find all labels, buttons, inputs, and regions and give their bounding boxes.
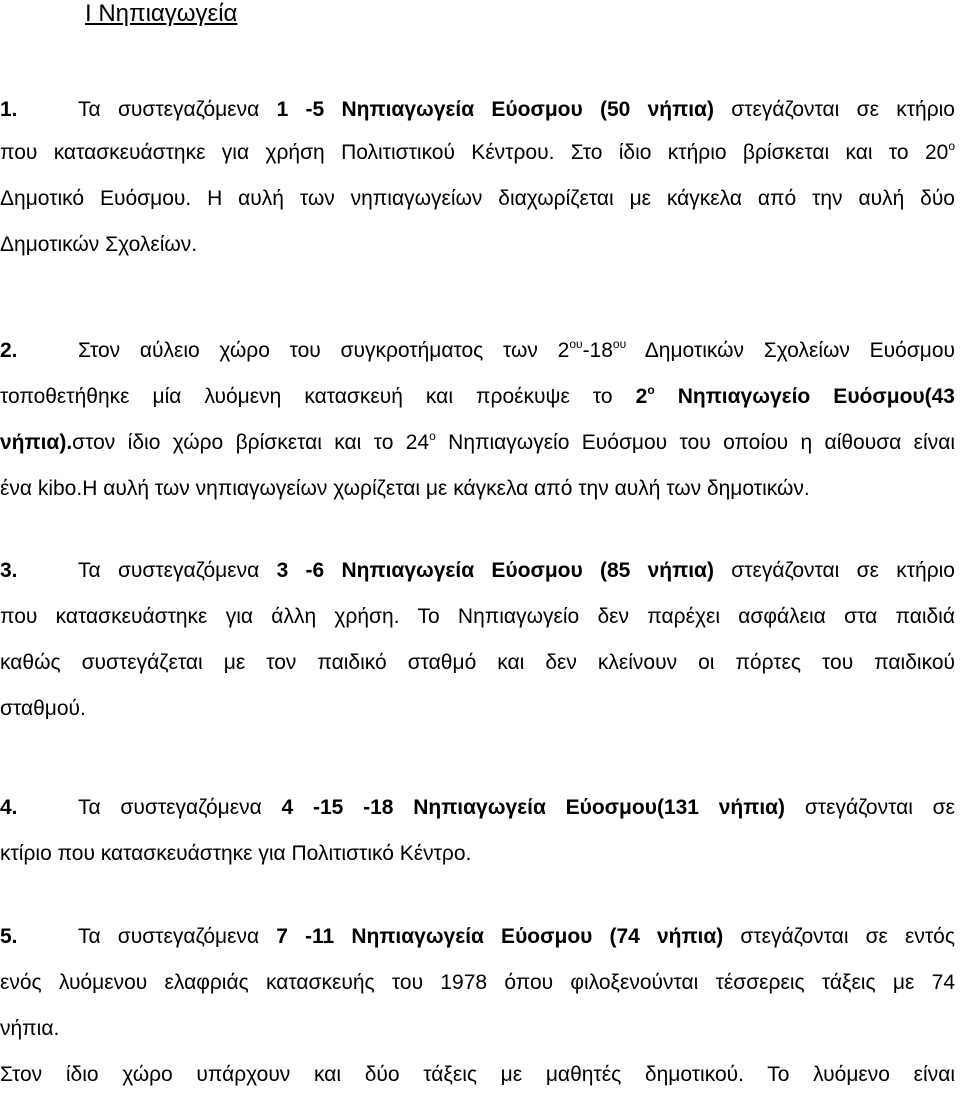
item-1-line-3: Δημοτικό Ευόσμου. Η αυλή των νηπιαγωγείων διαχωρίζεται με κάγκελα από την αυλή δύο: [0, 187, 955, 210]
item-2-text-a: Στον αύλειο χώρο του συγκροτήματος των 2: [78, 339, 570, 362]
item-4-sep-1: [293, 796, 313, 819]
item-2-text-b: -18: [582, 339, 613, 362]
item-1-sep-1: [288, 98, 305, 121]
item-2-line-3-sup: ο: [429, 429, 436, 443]
item-2-line-2: [0, 374, 955, 420]
item-3-text-a: Τα συστεγαζόμενα: [78, 559, 277, 582]
item-5-line-2: ενός λυόμενου ελαφριάς κατασκευής του 1978 όπου φιλοξενούνται τέσσερεις τάξεις με 74: [0, 971, 955, 994]
item-5-text-c: στεγάζονται σε εντός: [723, 925, 955, 948]
item-1-bold-2: -5: [305, 98, 325, 121]
item-4-text-a: Τα συστεγαζόμενα: [78, 796, 282, 819]
item-5: [0, 914, 955, 1098]
item-5-sep-1: [288, 925, 305, 948]
item-4-text-c: στεγάζονται σε: [785, 796, 956, 819]
item-2-text-c: Δημοτικών Σχολείων Ευόσμου: [626, 339, 955, 362]
item-2-line-2-sup: ο: [647, 383, 655, 397]
item-1: [0, 90, 955, 268]
item-4-bold-3: -18: [363, 796, 394, 819]
item-5-number: 5.: [0, 925, 18, 948]
item-2-line-2-bold-c: Νηπιαγωγείο Ευόσμου(43: [654, 385, 955, 408]
item-2-line-3-text-b: στον ίδιο χώρο βρίσκεται και το 24: [72, 431, 430, 454]
item-1-sep-2: [324, 98, 341, 121]
item-1-line-2-sup: ο: [948, 139, 955, 153]
item-1-text-c: στεγάζονται σε κτήριο: [713, 98, 955, 121]
item-4-line-2: κτίριο που κατασκευάστηκε για Πολιτιστικό Κέντρο.: [0, 842, 472, 865]
item-2-number: 2.: [0, 339, 18, 362]
page-title: Ι Νηπιαγωγεία: [85, 0, 238, 27]
item-4: [0, 785, 955, 877]
item-3-line-2: που κατασκευάστηκε για άλλη χρήση. Το Νηπιαγωγείο δεν παρέχει ασφάλεια στα παιδιά: [0, 605, 955, 628]
item-2-sup-2: ου: [612, 337, 627, 351]
item-2-line-3: [0, 420, 955, 466]
item-5-bold-1: 7: [276, 925, 288, 948]
item-3-bold-1: 3: [276, 559, 289, 582]
item-1-line-4: Δημοτικών Σχολείων.: [0, 233, 198, 256]
item-3-sep-2: [324, 559, 341, 582]
item-3-line-1: [0, 548, 955, 594]
item-4-number: 4.: [0, 796, 18, 819]
item-5-line-3: νήπια.: [0, 1017, 60, 1040]
item-2-line-4: ένα kibo.Η αυλή των νηπιαγωγείων χωρίζεται με κάγκελα από την αυλή των δημοτικών.: [0, 477, 810, 500]
item-5-line-4: Στον ίδιο χώρο υπάρχουν και δύο τάξεις με μαθητές δημοτικού. Το λυόμενο είναι: [0, 1063, 955, 1086]
item-3-text-c: στεγάζονται σε κτήριο: [713, 559, 955, 582]
item-4-bold-4: Νηπιαγωγεία Εύοσμου(131 νήπια): [413, 796, 786, 819]
item-5-text-a: Τα συστεγαζόμενα: [78, 925, 277, 948]
item-3-bold-3: Νηπιαγωγεία Εύοσμου (85 νήπια): [341, 559, 714, 582]
item-2-sup-1: ου: [569, 337, 583, 351]
item-2-line-1: [0, 328, 955, 374]
item-3-number: 3.: [0, 559, 18, 582]
item-1-bold-3: Νηπιαγωγεία Εύοσμου (50 νήπια): [341, 98, 714, 121]
item-4-bold-1: 4: [281, 796, 294, 819]
item-1-line-2: [0, 130, 955, 176]
item-1-number: 1.: [0, 98, 18, 121]
item-3-line-3: καθώς συστεγάζεται με τον παιδικό σταθμό και δεν κλείνουν οι πόρτες του παιδικού: [0, 651, 955, 674]
item-1-bold-1: 1: [276, 98, 289, 121]
item-2-line-2-text-a: τοποθετήθηκε μία λυόμενη κατασκευή και προέκυψε το: [0, 385, 636, 408]
item-2-line-3-bold: νήπια).: [0, 431, 73, 454]
item-5-sep-2: [334, 925, 351, 948]
item-3-line-4: σταθμού.: [0, 697, 86, 720]
item-2-line-2-bold-num: 2: [635, 385, 648, 408]
item-3: [0, 548, 955, 732]
item-5-bold-2: -11: [305, 925, 335, 948]
item-2-line-3-text-c: Νηπιαγωγείο Ευόσμου του οποίου η αίθουσα είναι: [435, 431, 956, 454]
item-4-line-1: [0, 785, 955, 831]
item-4-sep-2: [343, 796, 363, 819]
item-4-sep-3: [393, 796, 413, 819]
item-5-line-1: [0, 914, 955, 960]
item-5-bold-3: Νηπιαγωγεία Εύοσμου (74 νήπια): [351, 925, 724, 948]
item-1-text-a: Τα συστεγαζόμενα: [78, 98, 277, 121]
item-3-bold-2: -6: [305, 559, 325, 582]
item-1-line-2-text: που κατασκευάστηκε για χρήση Πολιτιστικού Κέντρου. Στο ίδιο κτήριο βρίσκεται και το 20: [0, 141, 949, 164]
item-1-line-1: [0, 90, 955, 130]
item-2: [0, 328, 955, 512]
item-3-sep-1: [288, 559, 305, 582]
item-4-bold-2: -15: [312, 796, 344, 819]
